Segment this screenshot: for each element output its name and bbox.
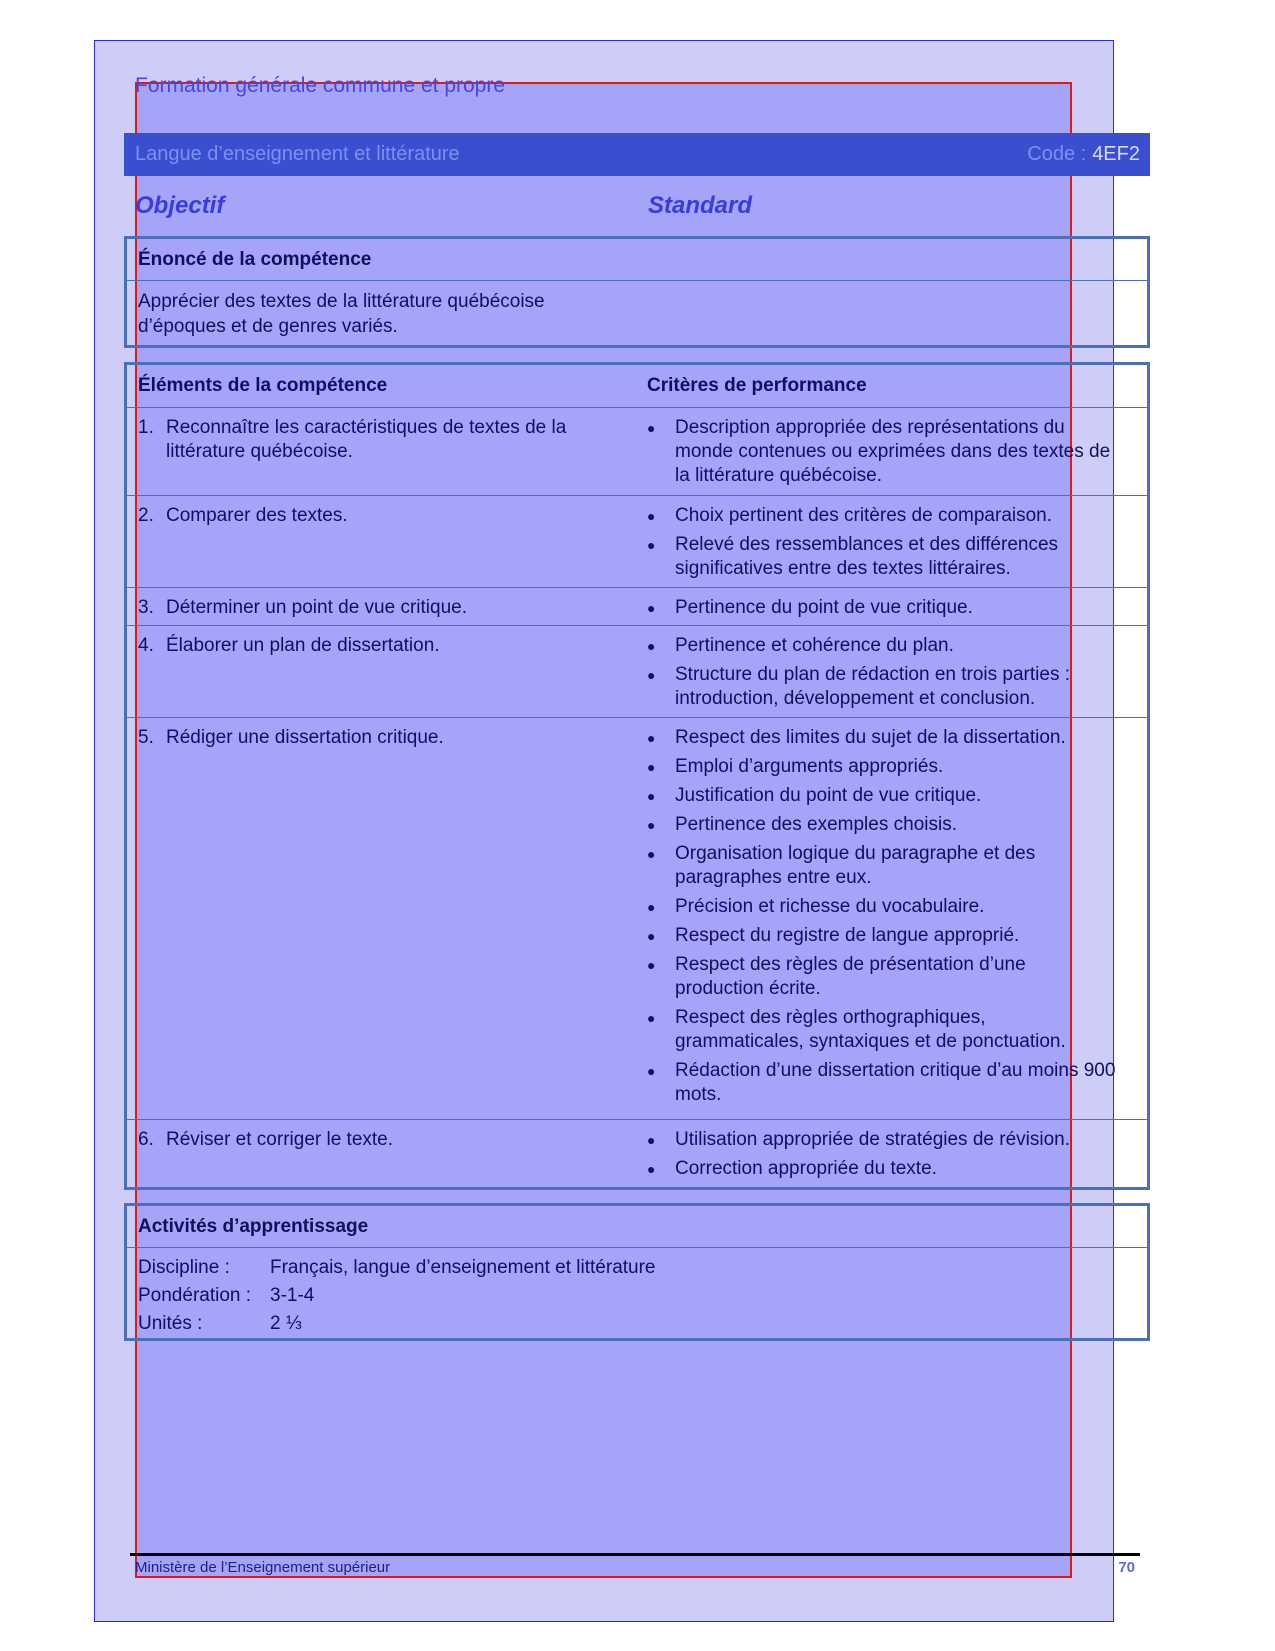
element-number: 2.: [138, 505, 154, 526]
activites-box: [124, 1203, 1150, 1341]
footer: [135, 1559, 1135, 1576]
criterion-text: Relevé des ressemblances et des différences significatives entre des textes littéraires.: [675, 534, 1059, 579]
discipline-label: Discipline :: [138, 1257, 230, 1278]
bullet-icon: ●: [647, 600, 656, 616]
criterion-text: Utilisation appropriée de stratégies de révision.: [675, 1129, 1070, 1150]
element-text: Comparer des textes.: [166, 505, 348, 526]
footer-ministry: Ministère de l’Enseignement supérieur: [135, 1559, 391, 1576]
criterion-text: Description appropriée des représentations du monde contenues ou exprimées dans des textes de la littérature québécoise.: [675, 417, 1111, 486]
element-row: [127, 718, 1147, 1120]
criterion-text: Pertinence et cohérence du plan.: [675, 635, 954, 656]
enonce-box: [124, 236, 1150, 348]
bullet-icon: ●: [647, 508, 656, 524]
code-group: [1027, 143, 1140, 166]
code-value: 4EF2: [1092, 143, 1140, 165]
criterion-text: Correction appropriée du texte.: [675, 1158, 937, 1179]
criterion-text: Pertinence des exemples choisis.: [675, 814, 957, 835]
unites-value: 2 ⅓: [270, 1313, 302, 1334]
enonce-line: d’époques et de genres variés.: [138, 316, 398, 337]
element-row: [127, 496, 1147, 588]
bullet-icon: ●: [647, 730, 656, 746]
element-text: Rédiger une dissertation critique.: [166, 727, 444, 748]
element-text: Élaborer un plan de dissertation.: [166, 635, 440, 656]
activites-heading: Activités d’apprentissage: [127, 1206, 1147, 1248]
page-number: 70: [1118, 1559, 1135, 1576]
element-row: [127, 408, 1147, 496]
bullet-icon: ●: [647, 1010, 656, 1026]
criterion-text: Pertinence du point de vue critique.: [675, 597, 973, 618]
criterion-text: Structure du plan de rédaction en trois parties : introduction, développement et conclusion.: [675, 664, 1071, 709]
bullet-icon: ●: [647, 537, 656, 553]
elements-header: [127, 365, 1147, 408]
bullet-icon: ●: [647, 1063, 656, 1079]
criterion-text: Emploi d’arguments appropriés.: [675, 756, 944, 777]
element-row: [127, 626, 1147, 718]
ponderation-value: 3-1-4: [270, 1285, 315, 1306]
element-number: 4.: [138, 635, 154, 656]
criterion-text: Respect des règles de présentation d’une production écrite.: [675, 954, 1026, 999]
bullet-icon: ●: [647, 420, 656, 436]
element-text: Réviser et corriger le texte.: [166, 1129, 394, 1150]
bullet-icon: ●: [647, 899, 656, 915]
section-title: Formation générale commune et propre: [135, 74, 506, 97]
element-number: 3.: [138, 597, 154, 618]
bullet-icon: ●: [647, 817, 656, 833]
bullet-icon: ●: [647, 638, 656, 654]
criterion-text: Rédaction d’une dissertation critique d’au moins 900 mots.: [675, 1060, 1116, 1105]
unites-label: Unités :: [138, 1313, 203, 1334]
criterion-text: Respect du registre de langue approprié.: [675, 925, 1020, 946]
enonce-heading: Énoncé de la compétence: [127, 239, 1147, 281]
element-row: [127, 588, 1147, 626]
element-text: Reconnaître les caractéristiques de textes de la littérature québécoise.: [166, 417, 567, 462]
footer-divider: [130, 1553, 1140, 1556]
enonce-line: Apprécier des textes de la littérature québécoise: [138, 291, 545, 312]
bullet-icon: ●: [647, 788, 656, 804]
bullet-icon: ●: [647, 1161, 656, 1177]
elements-heading: Éléments de la compétence: [138, 375, 388, 396]
criterion-text: Organisation logique du paragraphe et des paragraphes entre eux.: [675, 843, 1036, 888]
element-number: 6.: [138, 1129, 154, 1150]
activites-body: [127, 1248, 1147, 1344]
element-text: Déterminer un point de vue critique.: [166, 597, 467, 618]
code-label: Code :: [1027, 143, 1087, 165]
criterion-text: Respect des règles orthographiques, grammaticales, syntaxiques et de ponctuation.: [675, 1007, 1066, 1052]
ponderation-label: Pondération :: [138, 1285, 252, 1306]
criterion-text: Justification du point de vue critique.: [675, 785, 982, 806]
criterion-text: Respect des limites du sujet de la dissertation.: [675, 727, 1066, 748]
criteria-heading: Critères de performance: [647, 375, 867, 396]
subject-header-bar: [124, 133, 1150, 176]
element-number: 1.: [138, 417, 154, 438]
elements-box: [124, 362, 1150, 1190]
discipline-value: Français, langue d’enseignement et littérature: [270, 1257, 656, 1278]
element-row: [127, 1120, 1147, 1190]
bullet-icon: ●: [647, 759, 656, 775]
objectif-label: Objectif: [135, 192, 225, 219]
standard-label: Standard: [648, 192, 753, 219]
bullet-icon: ●: [647, 846, 656, 862]
criterion-text: Choix pertinent des critères de comparaison.: [675, 505, 1053, 526]
enonce-body: [127, 281, 1147, 347]
criterion-text: Précision et richesse du vocabulaire.: [675, 896, 985, 917]
bullet-icon: ●: [647, 667, 656, 683]
bullet-icon: ●: [647, 957, 656, 973]
element-number: 5.: [138, 727, 154, 748]
subject-title: Langue d’enseignement et littérature: [135, 143, 460, 165]
bullet-icon: ●: [647, 928, 656, 944]
bullet-icon: ●: [647, 1132, 656, 1148]
